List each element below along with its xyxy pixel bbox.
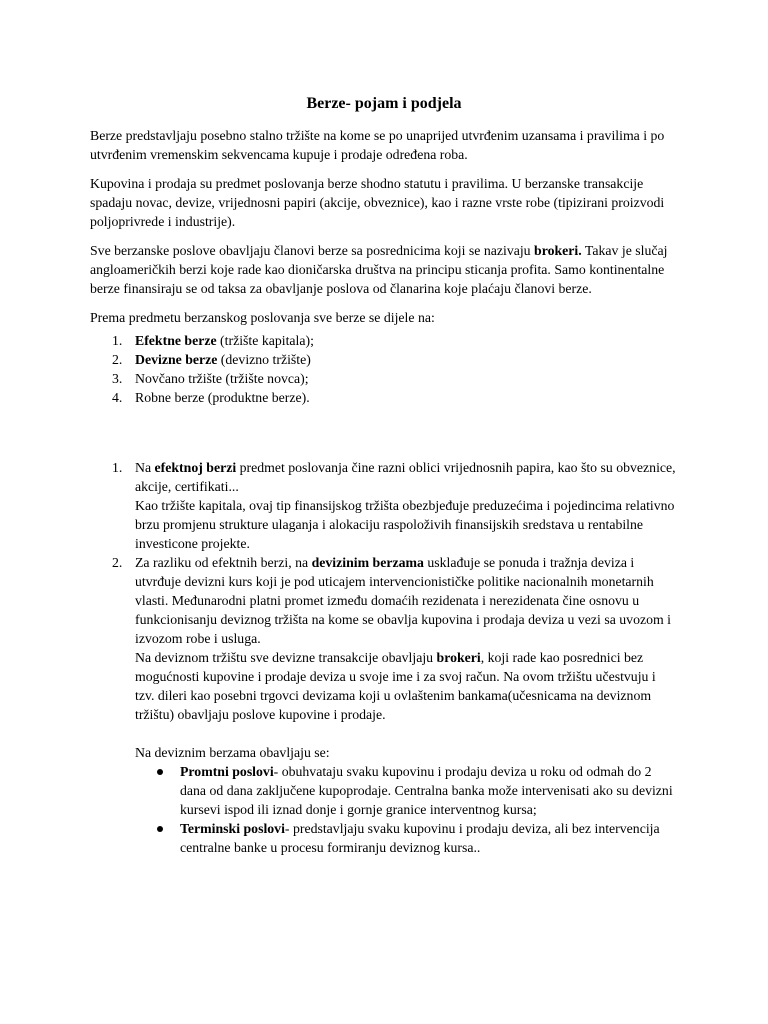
paragraph-definition: Berze predstavljaju posebno stalno tržište na kome se po unaprijed utvrđenim uzansama i pravilima i po utvrđenim vremenskim sekvencama kupuje i prodaje određena roba. [90, 128, 665, 162]
exchange-types-list [90, 331, 678, 407]
list-item: 2. Devizne berze (devizno tržište) [112, 352, 311, 367]
list-item: 3. Novčano tržište (tržište novca); [112, 371, 309, 386]
bullet-item: Promtni poslovi- obuhvataju svaku kupovinu i prodaju deviza u roku od odmah do 2 dana od dana zaključene kupoprodaje. Centralna banka može intervenisati ako su devizni kursevi ispod ili iznad donje i gornje granice interventnog kursa; [90, 762, 678, 819]
paragraph-division-intro: Prema predmetu berzanskog poslovanja sve berze se dijele na: [90, 310, 435, 325]
devizne-operations-intro: Na deviznim berzama obavljaju se: [135, 745, 330, 760]
list-item-efektne: 1. Na efektnoj berzi predmet poslovanja čine razni oblici vrijednosnih papira, kao što su obveznice, akcije, certifikati... Kao tržište kapitala, ovaj tip finansijskog tržišta obezbjeđuje preduzećima i pojedincima relativno brzu promjenu strukture ulaganja i alokaciju raspoloživih finansijskih sredstava u rentabilne investicone projekte. [112, 460, 676, 551]
bullet-icon [157, 769, 163, 775]
list-item: 4. Robne berze (produktne berze). [112, 390, 310, 405]
paragraph-brokers: Sve berzanske poslove obavljaju članovi berze sa posrednicima koji se nazivaju brokeri. Takav je slučaj angloameričkih berzi koje rade kao dioničarska društva na principu sticanja profita. Samo kontinentalne berze finansiraju se od taksa za obavljanje poslova od članarina koje plaćaju članovi berze. [90, 243, 668, 296]
document-title: Berze- pojam i podjela [306, 95, 462, 112]
list-item-devizne: 2. Za razliku od efektnih berzi, na devizinim berzama usklađuje se ponuda i tražnja deviza i utvrđuje devizni kurs koji je pod uticajem intervencionističke politike nacionalnih monetarnih vlasti. Međunarodni platni promet između domaćih rezidenata i nerezidenata čine osnovu u funkcionisanju deviznog tržišta na kome se obavlja kupovina i prodaja deviza u vezi sa uvozom i izvozom robe i usluga. Na deviznom tržištu sve devizne transakcije obavljaju brokeri, koji rade kao posrednici bez mogućnosti kupovine i prodaje deviza u svoje ime i za svoj račun. Na ovom tržištu učestvuju i tzv. dileri kao posebni trgovci devizama koji u ovlaštenim bankama(učesnicama na deviznom tržištu) obavljaju poslove kupovine i prodaje. [112, 555, 672, 722]
paragraph-transactions: Kupovina i prodaja su predmet poslovanja berze shodno statutu i pravilima. U berzanske transakcije spadaju novac, devize, vrijednosni papiri (akcije, obveznice), kao i razne vrste robe (tipizirani proizvodi poljoprivrede i industrije). [90, 176, 665, 229]
exchange-details-list [90, 458, 678, 724]
bullet-icon [157, 826, 163, 832]
document-body [90, 94, 678, 857]
operations-bullet-list [90, 762, 678, 857]
bullet-item: Terminski poslovi- predstavljaju svaku kupovinu i prodaju deviza, ali bez intervencija centralne banke u procesu formiranju deviznog kursa.. [90, 819, 678, 857]
list-item: 1. Efektne berze (tržište kapitala); [112, 333, 314, 348]
bold-brokeri: brokeri. [534, 243, 582, 258]
